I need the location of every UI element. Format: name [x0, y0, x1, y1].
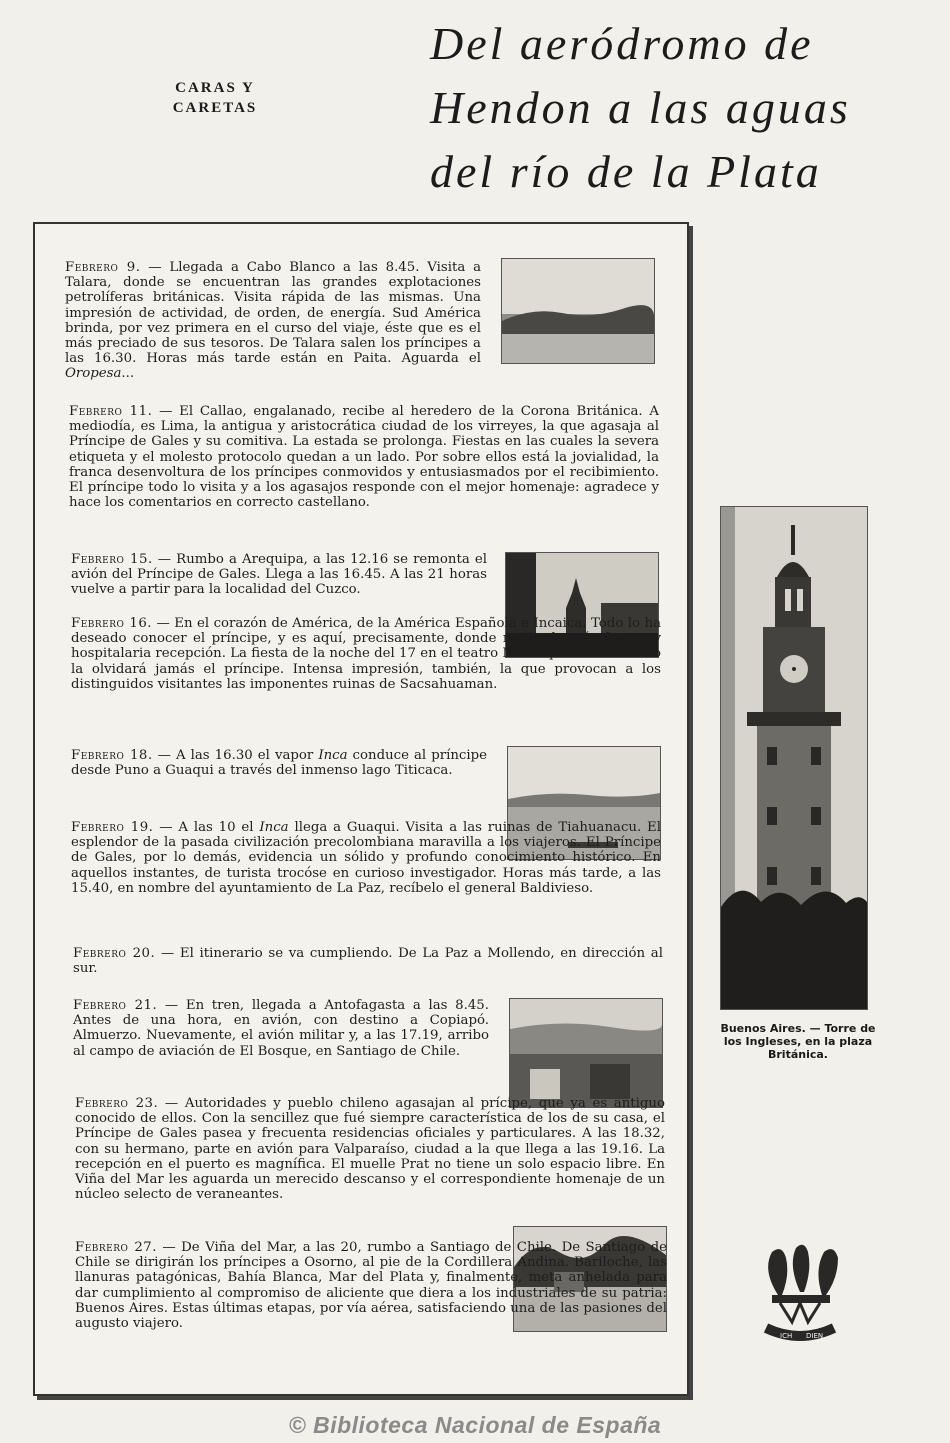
article-title — [430, 12, 930, 204]
entry-febrero-23 — [75, 1096, 665, 1202]
tower-caption: Buenos Aires. — Torre de los Ingleses, en la plaza Británica. — [720, 1022, 876, 1061]
footer-credit: © Biblioteca Nacional de España — [288, 1412, 662, 1438]
photo-talara-coast — [501, 258, 655, 364]
title-line-1: Del aeródromo de — [430, 18, 814, 69]
entry-date: Febrero 27. — [75, 1240, 157, 1255]
emblem-motto-left: ICH — [780, 1332, 793, 1340]
entry-text: — A las 10 el — [153, 820, 260, 835]
entry-date: Febrero 16. — [71, 616, 153, 631]
entry-date: Febrero 18. — [71, 748, 153, 763]
entry-text: — Llegada a Cabo Blanco a las 8.45. Visita a Talara, donde se encuentran las grandes explotaciones petrolíferas británicas. Visita rápida de las mismas. Una impresión de actividad, de orden, de energía. Sud América brinda, por vez primera en el curso del viaje, éste que es el más preciado de sus tesoros. De Talara salen los príncipes a las 16.30. Horas más tarde están en Paita. Aguarda el — [65, 260, 482, 367]
masthead — [150, 78, 280, 118]
entry-febrero-16 — [71, 616, 661, 692]
emblem-motto-right: DIEN — [806, 1332, 824, 1340]
masthead-line-2: CARETAS — [172, 100, 258, 116]
title-line-2: Hendon a las aguas — [430, 82, 851, 133]
prince-of-wales-feathers-emblem — [760, 1240, 840, 1354]
entry-tail: conduce al príncipe desde Puno a Guaqui a través del inmenso lago Titicaca. — [71, 748, 487, 779]
entry-febrero-19 — [71, 820, 661, 896]
entry-febrero-15 — [71, 552, 487, 598]
entry-text: — En tren, llegada a Antofagasta a las 8.45. Antes de una hora, en avión, con destino a Copiapó. Almuerzo. Nuevamente, el avión militar y, a las 17.19, arribo al campo de aviación de El Bosque, en Santiago de Chile. — [73, 998, 489, 1059]
entry-febrero-27 — [75, 1240, 667, 1331]
entry-febrero-21 — [73, 998, 489, 1059]
ship-name: Inca — [259, 820, 289, 835]
ship-name: Inca — [318, 748, 348, 763]
entry-text: — El Callao, engalanado, recibe al heredero de la Corona Británica. A mediodía, es Lima, la antigua y aristocrática ciudad de los virreyes, la que agasaja al Príncipe de Gales y su comitiva. La estada se prolonga. Fiestas en las cuales la severa etiqueta y el molesto protocolo quedan a un lado. Por sobre ellos está la jovialidad, la franca desenvoltura de los príncipes conmovidos y entusiasmados por el recibimiento. El príncipe todo lo visita y a los agasajos responde con el mejor homenaje: agradece y hace los comentarios en correcto castellano. — [69, 404, 659, 511]
entry-text: — El itinerario se va cumpliendo. De La Paz a Mollendo, en dirección al sur. — [73, 946, 663, 977]
entry-febrero-20 — [73, 946, 663, 976]
diary-frame — [33, 222, 689, 1396]
photo-antofagasta — [509, 998, 663, 1108]
entry-text: — De Viña del Mar, a las 20, rumbo a Santiago de Chile. De Santiago de Chile se dirigirán los príncipes a Osorno, al pie de la Cordillera Andina. Bariloche, las llanuras patagónicas, Bahía Blanca, Mar del Plata y, finalmente, meta anhelada para dar cumplimiento al compromiso de aliciente que diera a los industriales de su patria: Buenos Aires. Estas últimas etapas, por vía aérea, satisfaciendo una de las pasiones del augusto viajero. — [75, 1240, 667, 1332]
entry-text: — En el corazón de América, de la América Española e Incaica. Todo lo ha deseado conocer el príncipe, y es aquí, precisamente, donde recibe la más franca y hospitalaria recepción. La fiesta de la noche del 17 en el teatro Municipal del Cuzco no la olvidará jamás el príncipe. Intensa impresión, también, la que provocan a los distinguidos visitantes las imponentes ruinas de Sacsahuaman. — [71, 616, 661, 692]
entry-text: — Autoridades y pueblo chileno agasajan al prícipe, que ya es antiguo conocido de ellos. Con la sencillez que fué siempre característica de los de su casa, el Príncipe de Gales pasea y frecuenta residencias oficiales y particulares. A las 18.32, con su hermano, parte en avión para Valparaíso, ciudad a la que llega a las 19.16. La recepción en el puerto es magnífica. El muelle Prat no tiene un solo espacio libre. En Viña del Mar les aguarda un merecido descanso y el correspondiente homenaje de un núcleo selecto de veraneantes. — [75, 1096, 665, 1203]
entry-date: Febrero 9. — [65, 260, 141, 275]
ship-name: Oropesa — [65, 366, 122, 382]
entry-text: — Rumbo a Arequipa, a las 12.16 se remonta el avión del Príncipe de Gales. Llega a las 16.45. A las 21 horas vuelve a partir para la localidad del Cuzco. — [71, 552, 487, 598]
entry-date: Febrero 15. — [71, 552, 153, 567]
entry-date: Febrero 19. — [71, 820, 154, 835]
entry-date: Febrero 23. — [75, 1096, 159, 1111]
entry-tail: llega a Guaqui. Visita a las ruinas de Tiahuanacu. El esplendor de la pasada civilización precolombiana maravilla a los viajeros. El Príncipe de Gales, por lo demás, evidencia un sólido y profundo conocimiento histórico. En aquellos instantes, de turista trocóse en curioso investigador. Horas más tarde, a las 15.40, en nombre del ayuntamiento de La Paz, recíbelo el general Baldivieso. — [71, 820, 661, 896]
entry-febrero-9 — [65, 260, 481, 382]
title-line-3: del río de la Plata — [430, 146, 822, 197]
entry-febrero-18 — [71, 748, 487, 778]
entry-tail: ... — [121, 366, 135, 382]
entry-date: Febrero 21. — [73, 998, 158, 1013]
entry-text: — A las 16.30 el vapor — [152, 748, 319, 763]
entry-febrero-11 — [69, 404, 659, 510]
entry-date: Febrero 11. — [69, 404, 153, 419]
entry-date: Febrero 20. — [73, 946, 156, 961]
photo-torre-de-los-ingleses — [720, 506, 868, 1010]
masthead-line-1: CARAS Y — [175, 80, 255, 96]
